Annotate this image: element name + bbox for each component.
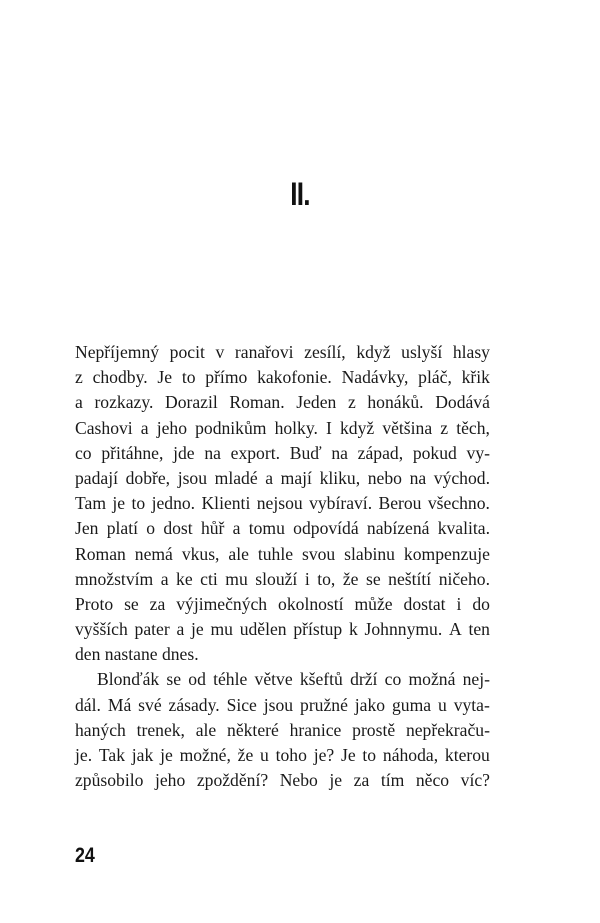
word: Klienti (201, 493, 251, 514)
word: a (232, 518, 241, 539)
word: kliku, (319, 467, 361, 488)
word: je (191, 619, 204, 640)
word: i (456, 593, 462, 614)
word: v (215, 342, 225, 362)
word: když (356, 342, 391, 362)
word: holky. (274, 417, 318, 438)
word: pláč, (418, 367, 452, 388)
word: pokud (412, 442, 457, 463)
text-line (75, 466, 490, 491)
word: I (326, 417, 332, 438)
word: výjimečných (176, 593, 268, 614)
body-text (75, 340, 490, 793)
word: cti (200, 568, 218, 589)
word: všechno. (427, 493, 490, 514)
word: Má (107, 694, 132, 715)
chapter-heading: II. (290, 176, 310, 212)
word: za (149, 593, 166, 614)
word: ale (195, 719, 217, 740)
word: platí (106, 518, 138, 539)
word: drží (350, 669, 378, 690)
word: Blonďák (97, 669, 160, 690)
word: víc? (460, 770, 490, 791)
word: honáků. (367, 392, 424, 413)
word: vkus, (181, 543, 220, 564)
word: slouží (255, 568, 298, 589)
word: na (204, 442, 221, 463)
word: podnikům (195, 417, 267, 438)
word: je (112, 493, 126, 514)
word: k (348, 619, 358, 640)
word: od (188, 669, 206, 690)
word: toho (275, 745, 307, 765)
word: jsou (263, 694, 294, 715)
word: se (166, 669, 182, 690)
word: Tam (75, 493, 107, 514)
word: ranařovi (234, 342, 294, 362)
word: rozkazy. (94, 392, 154, 413)
word: za (353, 770, 370, 791)
text-line (75, 667, 490, 692)
word: u (260, 745, 269, 765)
word: něco (415, 770, 450, 791)
text-line: den nastane dnes. (75, 644, 199, 665)
word: jsou (177, 467, 208, 488)
word: křik (461, 367, 490, 388)
text-line (75, 617, 490, 642)
text-line (75, 768, 490, 793)
word: odpovídá (293, 518, 359, 539)
word: jak (131, 745, 154, 765)
word: to (362, 745, 377, 765)
word: z (75, 367, 83, 388)
word: vy- (466, 442, 490, 463)
word: zásady. (168, 694, 220, 715)
word: je (160, 745, 173, 765)
word: mají (280, 467, 312, 488)
word: jeho (156, 417, 187, 438)
word: dobře, (125, 467, 171, 488)
text-line (75, 718, 490, 743)
word: když (340, 417, 375, 438)
word: i (304, 568, 310, 589)
word: může (354, 593, 393, 614)
word: množstvím (75, 568, 154, 589)
word: to, (317, 568, 336, 589)
word: tuhle (257, 543, 294, 564)
word: kšeftů (299, 669, 343, 690)
word: Jen (75, 518, 99, 539)
word: do (472, 593, 490, 614)
text-line (75, 416, 490, 441)
word: Cashovi (75, 417, 133, 438)
word: a (160, 568, 169, 589)
word: co (75, 442, 92, 463)
word: z (347, 392, 356, 413)
text-line (75, 693, 490, 718)
word: mu (225, 568, 248, 589)
word: nebo (367, 467, 402, 488)
word: z (440, 417, 449, 438)
word: a (75, 392, 83, 413)
word: pocit (169, 342, 205, 362)
word: ale (228, 543, 249, 564)
word: vyta- (453, 694, 490, 715)
text-line (75, 743, 490, 768)
word: o (146, 518, 156, 539)
word: těch, (456, 417, 490, 438)
word: a (140, 417, 149, 438)
word: nabízená (366, 518, 430, 539)
word: a (265, 467, 274, 488)
text-line (75, 567, 490, 592)
word: na (409, 467, 427, 488)
word: Berou (378, 493, 422, 514)
word: kakofonie. (257, 367, 332, 388)
word: svou (301, 543, 336, 564)
word: kompenzuje (403, 543, 490, 564)
paragraph (75, 667, 490, 793)
word: že (237, 745, 254, 765)
word: téhle (213, 669, 248, 690)
word: dost (163, 518, 193, 539)
word: Nepříjemný (75, 342, 160, 362)
word: nej- (462, 669, 490, 690)
word: co (384, 669, 402, 690)
word: dostat (403, 593, 446, 614)
word: jeho (154, 770, 186, 791)
word: vybíraví. (309, 493, 373, 514)
word: nemá (134, 543, 173, 564)
word: haných (75, 719, 126, 740)
paragraph (75, 340, 490, 667)
word: je? (313, 745, 335, 765)
word: dál. (75, 694, 101, 715)
word: Roman. (229, 392, 285, 413)
text-line (75, 491, 490, 516)
word: přístup (293, 619, 343, 640)
word: Buď (289, 442, 322, 463)
word: uslyší (401, 342, 443, 362)
word: některé (227, 719, 279, 740)
word: pater (134, 619, 170, 640)
word: prostě (352, 719, 396, 740)
word: že (342, 568, 359, 589)
word: hlasy (452, 342, 490, 362)
word: A (449, 619, 462, 640)
word: vyšších (75, 619, 128, 640)
word: zpoždění? (196, 770, 269, 791)
word: zesílí, (304, 342, 346, 362)
text-line (75, 365, 490, 390)
word: tím (380, 770, 405, 791)
word: většina (382, 417, 433, 438)
word: na (331, 442, 348, 463)
word: ke (176, 568, 193, 589)
word: Sice (226, 694, 257, 715)
word: chodby. (92, 367, 148, 388)
word: neštítí (388, 568, 432, 589)
word: západ, (357, 442, 404, 463)
word: se (124, 593, 139, 614)
word: Tak (98, 745, 126, 765)
word: jde (173, 442, 195, 463)
word: ničeho. (438, 568, 490, 589)
word: u (438, 694, 447, 715)
word: možná (408, 669, 456, 690)
word: větve (254, 669, 293, 690)
word: náhoda, (382, 745, 439, 765)
word: se (365, 568, 381, 589)
word: přímo (205, 367, 248, 388)
word: jako (354, 694, 386, 715)
text-line (75, 516, 490, 541)
word: to (181, 367, 196, 388)
word: nejsou (256, 493, 303, 514)
word: východ. (433, 467, 490, 488)
word: to (131, 493, 146, 514)
word: Johnnymu. (364, 619, 443, 640)
word: je (329, 770, 343, 791)
text-line (75, 592, 490, 617)
word: způsobilo (75, 770, 144, 791)
word: Dorazil (165, 392, 218, 413)
word: své (138, 694, 162, 715)
word: možné, (179, 745, 231, 765)
word: padají (75, 467, 118, 488)
page-number: 24 (75, 844, 95, 867)
word: hůř (200, 518, 225, 539)
word: Roman (75, 543, 126, 564)
word: pružné (300, 694, 348, 715)
word: hranice (289, 719, 342, 740)
word: a (176, 619, 185, 640)
word: mladé (214, 467, 258, 488)
word: Proto (75, 593, 114, 614)
text-line (75, 542, 490, 567)
word: kvalita. (437, 518, 490, 539)
text-line (75, 441, 490, 466)
word: guma (392, 694, 432, 715)
word: trenek, (136, 719, 185, 740)
word: tomu (248, 518, 285, 539)
word: Nebo (279, 770, 318, 791)
word: Nadávky, (341, 367, 409, 388)
word: jedno. (151, 493, 196, 514)
text-line (75, 390, 490, 415)
word: Je (157, 367, 173, 388)
word: Je (340, 745, 356, 765)
word: mu (210, 619, 233, 640)
word: udělen (239, 619, 287, 640)
word: Jeden (296, 392, 337, 413)
word: ten (468, 619, 490, 640)
word: slabinu (344, 543, 395, 564)
word: nepřekraču- (405, 719, 490, 740)
word: je. (75, 745, 93, 765)
word: okolností (278, 593, 344, 614)
word: kterou (444, 745, 490, 765)
word: export. (230, 442, 280, 463)
word: Dodává (435, 392, 490, 413)
word: přitáhne, (101, 442, 164, 463)
text-line (75, 340, 490, 365)
